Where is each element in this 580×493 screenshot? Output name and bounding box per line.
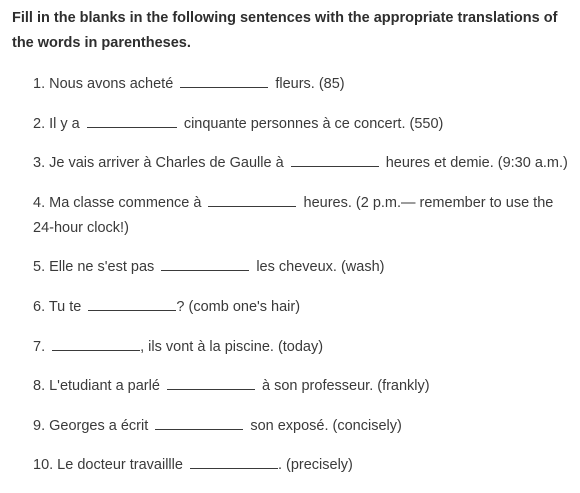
item-text-before: 7. (33, 338, 46, 355)
exercise-item-9 (33, 414, 573, 439)
item-text-after: cinquante personnes à ce concert. (550) (183, 115, 444, 132)
item-text-before: 9. Georges a écrit (33, 417, 149, 434)
blank-line (155, 415, 243, 430)
item-text-before: 10. Le docteur travaillle (33, 457, 183, 474)
item-text-after: les cheveux. (wash) (256, 259, 385, 276)
instructions-heading: Fill in the blanks in the following sentences with the appropriate translations of the words in parentheses. (12, 10, 558, 51)
blank-line (52, 336, 140, 351)
exercise-item-8 (33, 374, 573, 399)
exercise-list (33, 72, 573, 493)
item-text-after: son exposé. (concisely) (250, 417, 402, 434)
item-text-after: ? (comb one's hair) (176, 298, 301, 315)
blank-line (291, 152, 379, 167)
item-text-after: . (precisely) (277, 457, 353, 474)
blank-line (208, 192, 296, 207)
exercise-item-7 (33, 335, 573, 360)
item-text-before: 5. Elle ne s'est pas (33, 259, 155, 276)
blank-line (167, 375, 255, 390)
exercise-item-2 (33, 112, 573, 137)
item-text-after: à son professeur. (frankly) (261, 378, 430, 395)
exercise-item-6 (33, 295, 573, 320)
exercise-item-5 (33, 255, 573, 280)
blank-line (88, 296, 176, 311)
exercise-item-4 (33, 191, 573, 241)
item-text-after: fleurs. (85) (275, 76, 345, 92)
item-text-after: heures et demie. (9:30 a.m.) (385, 155, 568, 172)
item-text-after: heures. (2 p.m.— remember to use the 24-hour clock!) (33, 194, 554, 236)
item-text-before: 1. Nous avons acheté (33, 76, 174, 92)
item-text-before: 6. Tu te (33, 298, 82, 315)
exercise-item-10 (33, 453, 573, 478)
item-text-before: 3. Je vais arriver à Charles de Gaulle à (33, 155, 284, 172)
blank-line (190, 454, 278, 469)
item-text-before: 2. Il y a (33, 115, 80, 132)
blank-line (161, 256, 249, 271)
exercise-item-3 (33, 151, 573, 176)
blank-line (180, 73, 268, 88)
item-text-before: 8. L'etudiant a parlé (33, 378, 160, 395)
exercise-item-1 (33, 72, 573, 97)
item-text-before: 4. Ma classe commence à (33, 194, 202, 211)
item-text-after: , ils vont à la piscine. (today) (140, 338, 324, 355)
blank-line (87, 113, 177, 128)
